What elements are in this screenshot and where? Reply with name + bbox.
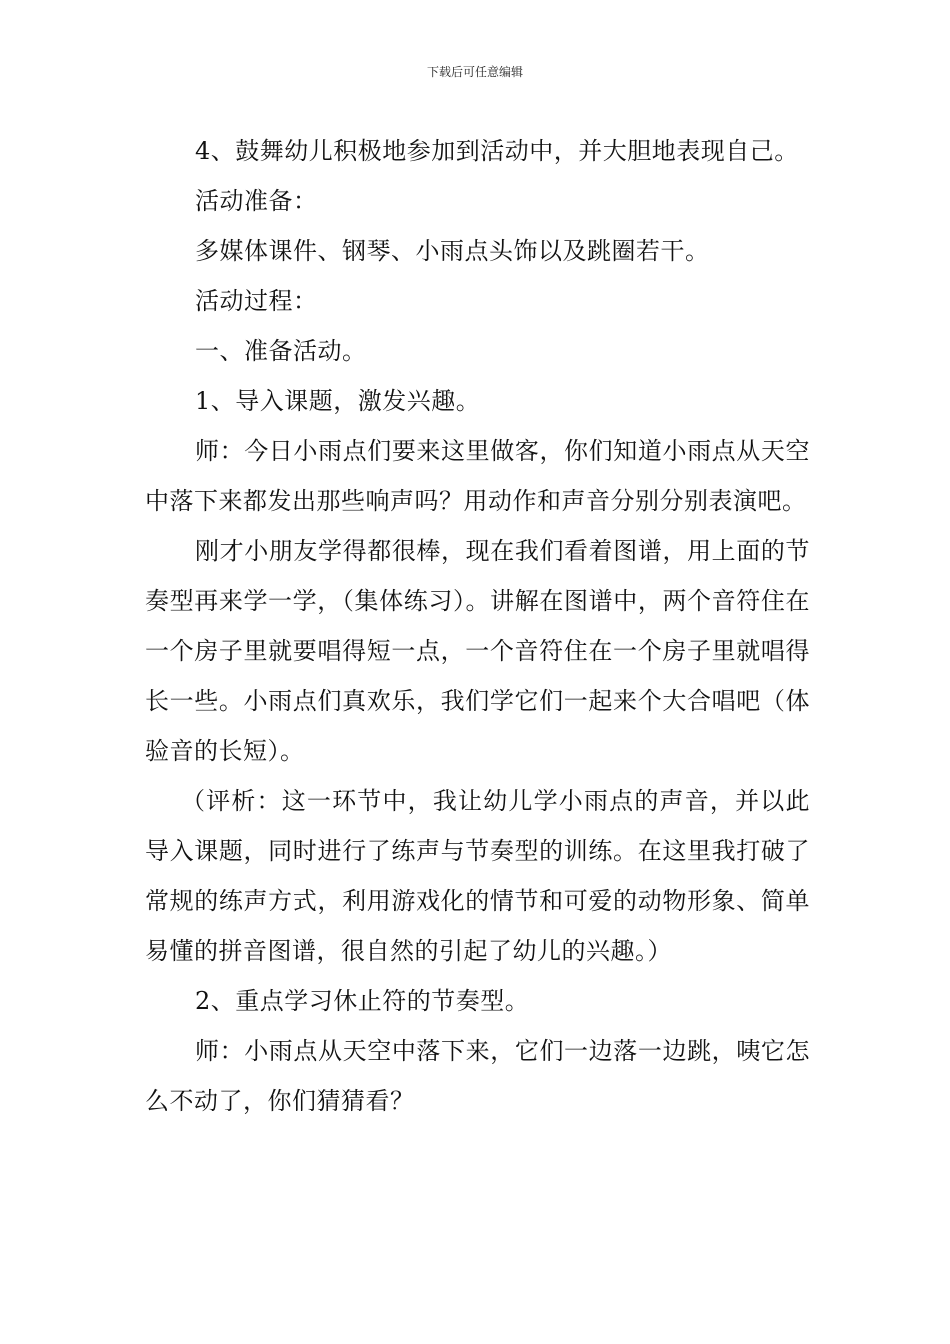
- heading-activity-process: 活动过程：: [195, 287, 318, 315]
- page-header-note: 下载后可任意编辑: [426, 65, 523, 79]
- paragraph-objective-4: 4、鼓舞幼儿积极地参加到活动中，并大胆地表现自己。: [195, 137, 799, 165]
- paragraph-teacher-question: 师：小雨点从天空中落下来，它们一边落一边跳，咦它怎么不动了，你们猜猜看？: [145, 1037, 810, 1115]
- paragraph-materials: 多媒体课件、钢琴、小雨点头饰以及跳圈若干。: [195, 237, 710, 265]
- section-heading-preparation: 一、准备活动。: [195, 337, 367, 365]
- paragraph-teacher-intro: 师：今日小雨点们要来这里做客，你们知道小雨点从天空中落下来都发出那些响声吗？用动作和声音分别分别表演吧。: [145, 437, 810, 515]
- step-heading-2: 2、重点学习休止符的节奏型。: [195, 987, 530, 1015]
- heading-activity-preparation: 活动准备：: [195, 187, 318, 215]
- step-heading-1: 1、导入课题，激发兴趣。: [195, 387, 481, 415]
- paragraph-commentary: （评析：这一环节中，我让幼儿学小雨点的声音，并以此导入课题，同时进行了练声与节奏型的训练。在这里我打破了常规的练声方式，利用游戏化的情节和可爱的动物形象、简单易懂的拼音图谱，很自然的引起了幼儿的兴趣。）: [145, 787, 810, 965]
- document-body: [145, 126, 810, 1126]
- paragraph-rhythm-practice: 刚才小朋友学得都很棒，现在我们看着图谱，用上面的节奏型再来学一学，（集体练习）。讲解在图谱中，两个音符住在一个房子里就要唱得短一点，一个音符住在一个房子里就唱得长一些。小雨点们真欢乐，我们学它们一起来个大合唱吧（体验音的长短）。: [145, 537, 810, 765]
